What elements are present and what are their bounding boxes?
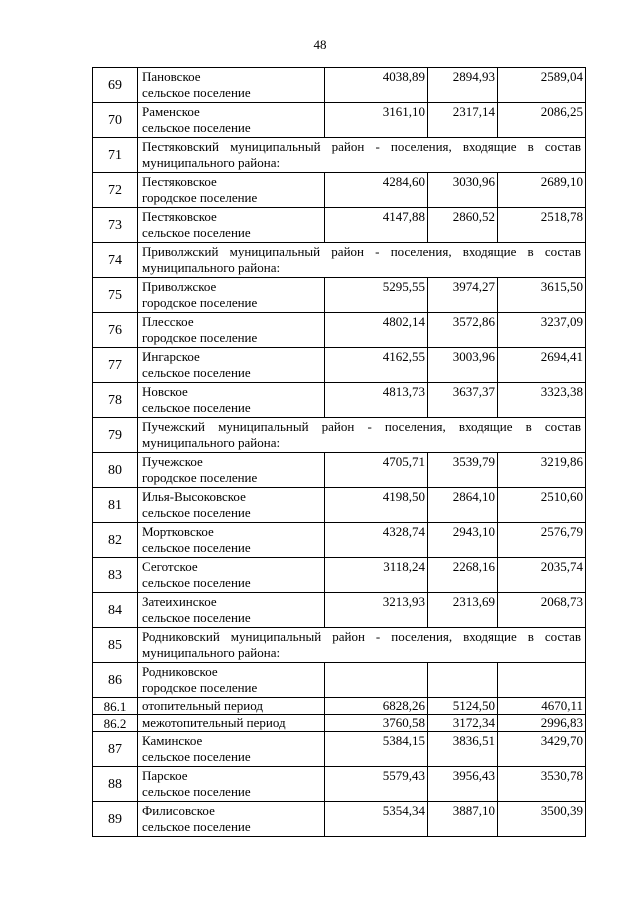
table-row <box>93 278 586 313</box>
value-cell-2: 2268,16 <box>428 558 498 593</box>
value-cell-3: 2996,83 <box>498 715 586 732</box>
value-cell-1: 4328,74 <box>325 523 428 558</box>
value-cell-1: 3760,58 <box>325 715 428 732</box>
district-name-cell: Пестяковский муниципальный район - поселения, входящие в состав муниципального района: <box>138 138 586 173</box>
row-number-cell: 75 <box>93 278 138 313</box>
value-cell-1: 4284,60 <box>325 173 428 208</box>
page-number: 48 <box>313 37 327 52</box>
tariff-table <box>92 67 586 837</box>
value-cell-1: 4038,89 <box>325 68 428 103</box>
settlement-name-cell: Ингарское сельское поселение <box>138 348 325 383</box>
value-cell-1: 6828,26 <box>325 698 428 715</box>
value-cell-3: 2689,10 <box>498 173 586 208</box>
value-cell-3: 2694,41 <box>498 348 586 383</box>
value-cell-2: 3637,37 <box>428 383 498 418</box>
district-header-row <box>93 418 586 453</box>
value-cell-1: 3118,24 <box>325 558 428 593</box>
settlement-name-cell: Парское сельское поселение <box>138 767 325 802</box>
value-cell-2: 3887,10 <box>428 802 498 837</box>
row-number-cell: 87 <box>93 732 138 767</box>
value-cell-2: 5124,50 <box>428 698 498 715</box>
row-number-cell: 85 <box>93 628 138 663</box>
value-cell-2: 2317,14 <box>428 103 498 138</box>
table-row <box>93 68 586 103</box>
value-cell-1: 5354,34 <box>325 802 428 837</box>
value-cell-3: 2086,25 <box>498 103 586 138</box>
row-number-cell: 82 <box>93 523 138 558</box>
value-cell-3: 2589,04 <box>498 68 586 103</box>
value-cell-3: 3237,09 <box>498 313 586 348</box>
row-number-cell: 83 <box>93 558 138 593</box>
value-cell-1: 4705,71 <box>325 453 428 488</box>
value-cell-1: 3161,10 <box>325 103 428 138</box>
table-row <box>93 313 586 348</box>
settlement-name-cell: Родниковское городское поселение <box>138 663 325 698</box>
table-row <box>93 208 586 243</box>
settlement-name-cell: Затеихинское сельское поселение <box>138 593 325 628</box>
table-row <box>93 453 586 488</box>
row-number-cell: 79 <box>93 418 138 453</box>
row-number-cell: 72 <box>93 173 138 208</box>
row-number-cell: 84 <box>93 593 138 628</box>
settlement-name-cell: отопительный период <box>138 698 325 715</box>
value-cell-3: 3323,38 <box>498 383 586 418</box>
district-name-cell: Пучежский муниципальный район - поселения, входящие в состав муниципального района: <box>138 418 586 453</box>
value-cell-3: 3500,39 <box>498 802 586 837</box>
table-row <box>93 488 586 523</box>
value-cell-2: 2860,52 <box>428 208 498 243</box>
value-cell-3: 4670,11 <box>498 698 586 715</box>
settlement-name-cell: Пестяковское сельское поселение <box>138 208 325 243</box>
settlement-name-cell: Пестяковское городское поселение <box>138 173 325 208</box>
value-cell-2: 3030,96 <box>428 173 498 208</box>
table-row <box>93 383 586 418</box>
table-row <box>93 523 586 558</box>
table-body <box>93 68 586 837</box>
value-cell-1: 4198,50 <box>325 488 428 523</box>
table-row <box>93 348 586 383</box>
settlement-name-cell: Пановское сельское поселение <box>138 68 325 103</box>
table-row <box>93 103 586 138</box>
value-cell-1: 3213,93 <box>325 593 428 628</box>
district-header-row <box>93 138 586 173</box>
settlement-name-cell: Илья-Высоковское сельское поселение <box>138 488 325 523</box>
value-cell-2: 3836,51 <box>428 732 498 767</box>
settlement-name-cell: межотопительный период <box>138 715 325 732</box>
value-cell-3: 3615,50 <box>498 278 586 313</box>
settlement-name-cell: Приволжское городское поселение <box>138 278 325 313</box>
row-number-cell: 73 <box>93 208 138 243</box>
settlement-name-cell: Новское сельское поселение <box>138 383 325 418</box>
value-cell-3: 2068,73 <box>498 593 586 628</box>
value-cell-2: 3003,96 <box>428 348 498 383</box>
value-cell-3 <box>498 663 586 698</box>
value-cell-2: 3172,34 <box>428 715 498 732</box>
row-number-cell: 78 <box>93 383 138 418</box>
table-row <box>93 698 586 715</box>
table-row <box>93 767 586 802</box>
district-name-cell: Приволжский муниципальный район - поселения, входящие в состав муниципального района: <box>138 243 586 278</box>
table-row <box>93 558 586 593</box>
row-number-cell: 76 <box>93 313 138 348</box>
value-cell-1: 5295,55 <box>325 278 428 313</box>
row-number-cell: 77 <box>93 348 138 383</box>
settlement-name-cell: Раменское сельское поселение <box>138 103 325 138</box>
value-cell-3: 2518,78 <box>498 208 586 243</box>
value-cell-1 <box>325 663 428 698</box>
row-number-cell: 86 <box>93 663 138 698</box>
value-cell-1: 5384,15 <box>325 732 428 767</box>
table-row <box>93 732 586 767</box>
row-number-cell: 71 <box>93 138 138 173</box>
value-cell-3: 3429,70 <box>498 732 586 767</box>
row-number-cell: 86.2 <box>93 715 138 732</box>
row-number-cell: 89 <box>93 802 138 837</box>
table-row <box>93 663 586 698</box>
value-cell-1: 4147,88 <box>325 208 428 243</box>
value-cell-2: 2943,10 <box>428 523 498 558</box>
value-cell-1: 4813,73 <box>325 383 428 418</box>
table-row <box>93 715 586 732</box>
row-number-cell: 88 <box>93 767 138 802</box>
table-row <box>93 593 586 628</box>
row-number-cell: 86.1 <box>93 698 138 715</box>
value-cell-1: 4162,55 <box>325 348 428 383</box>
value-cell-3: 3219,86 <box>498 453 586 488</box>
settlement-name-cell: Пучежское городское поселение <box>138 453 325 488</box>
district-name-cell: Родниковский муниципальный район - поселения, входящие в состав муниципального района: <box>138 628 586 663</box>
settlement-name-cell: Филисовское сельское поселение <box>138 802 325 837</box>
value-cell-3: 3530,78 <box>498 767 586 802</box>
district-header-row <box>93 243 586 278</box>
row-number-cell: 69 <box>93 68 138 103</box>
table-row <box>93 173 586 208</box>
row-number-cell: 81 <box>93 488 138 523</box>
settlement-name-cell: Сеготское сельское поселение <box>138 558 325 593</box>
value-cell-2 <box>428 663 498 698</box>
row-number-cell: 74 <box>93 243 138 278</box>
value-cell-3: 2035,74 <box>498 558 586 593</box>
value-cell-1: 5579,43 <box>325 767 428 802</box>
value-cell-2: 2894,93 <box>428 68 498 103</box>
value-cell-2: 2864,10 <box>428 488 498 523</box>
row-number-cell: 70 <box>93 103 138 138</box>
value-cell-1: 4802,14 <box>325 313 428 348</box>
row-number-cell: 80 <box>93 453 138 488</box>
value-cell-3: 2576,79 <box>498 523 586 558</box>
value-cell-2: 3572,86 <box>428 313 498 348</box>
settlement-name-cell: Плесское городское поселение <box>138 313 325 348</box>
settlement-name-cell: Каминское сельское поселение <box>138 732 325 767</box>
value-cell-3: 2510,60 <box>498 488 586 523</box>
district-header-row <box>93 628 586 663</box>
settlement-name-cell: Мортковское сельское поселение <box>138 523 325 558</box>
value-cell-2: 3539,79 <box>428 453 498 488</box>
value-cell-2: 3974,27 <box>428 278 498 313</box>
value-cell-2: 3956,43 <box>428 767 498 802</box>
value-cell-2: 2313,69 <box>428 593 498 628</box>
table-row <box>93 802 586 837</box>
